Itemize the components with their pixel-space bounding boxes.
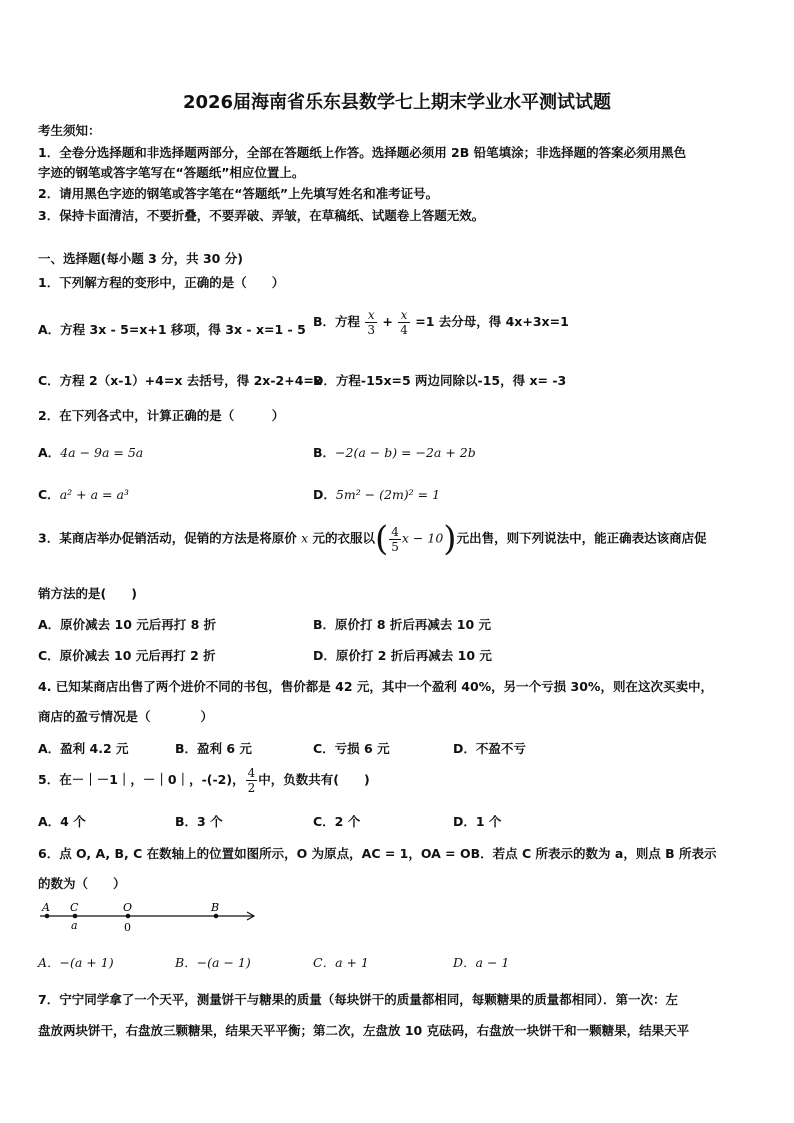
q2-option-d: D．5m² − (2m)² = 1 <box>313 487 441 502</box>
q5-option-c: C．2 个 <box>313 814 361 829</box>
question-5-stem: 5．在－｜－1｜，－｜0｜，-(-2)， $\frac{4}{2}$ 中，负数共有( ) <box>38 766 370 795</box>
point-a-dot <box>45 914 50 919</box>
q2-option-a: A．4a − 9a = 5a <box>38 445 144 460</box>
notice-heading: 考生须知： <box>38 123 101 138</box>
q1-option-d: D．方程-15x=5 两边同除以-15，得 x= -3 <box>313 373 567 388</box>
q2-option-c: C．a² + a = a³ <box>38 487 129 502</box>
fraction: $\frac{4}{5}$ <box>391 524 399 554</box>
q2-option-b: B．−2(a − b) = −2a + 2b <box>313 445 476 460</box>
q1-option-a: A．方程 3x - 5=x+1 移项，得 3x - x=1 - 5 <box>38 322 306 337</box>
label-o-value: 0 <box>124 921 131 934</box>
question-6-stem-line2: 的数为（ ） <box>38 876 126 891</box>
question-7-stem-line2: 盘放两块饼干，右盘放三颗糖果，结果天平平衡；第二次，左盘放 10 克砝码，右盘放一块饼干和一颗糖果，结果天平 <box>38 1023 690 1038</box>
q6-option-d: D．a − 1 <box>453 955 510 970</box>
q5-option-d: D．1 个 <box>453 814 502 829</box>
number-line-diagram <box>38 898 268 938</box>
question-4-stem: 4. 已知某商店出售了两个进价不同的书包，售价都是 42 元，其中一个盈利 40%，另一个亏损 30%，则在这次买卖中， <box>38 679 713 694</box>
question-1-stem: 1．下列解方程的变形中，正确的是（ ） <box>38 275 285 290</box>
label-b: B <box>211 901 220 914</box>
label-o: O <box>123 901 133 914</box>
question-2-stem: 2．在下列各式中，计算正确的是（ ） <box>38 408 285 423</box>
notice-item: 2．请用黑色字迹的钢笔或答字笔在“答题纸”上先填写姓名和准考证号。 <box>38 186 439 201</box>
section-heading: 一、选择题(每小题 3 分，共 30 分) <box>38 251 243 266</box>
question-7-stem: 7．宁宁同学拿了一个天平，测量饼干与糖果的质量（每块饼干的质量都相同，每颗糖果的质量都相同）．第一次：左 <box>38 992 678 1007</box>
question-3-stem: 3．某商店举办促销活动，促销的方法是将原价 x 元的衣服以( $\frac{4}{5}$ x − 10)元出售，则下列说法中，能正确表达该商店促 <box>38 519 707 559</box>
q4-option-a: A．盈利 4.2 元 <box>38 741 129 756</box>
question-3-stem-line2: 销方法的是( ) <box>38 586 137 601</box>
q4-option-b: B．盈利 6 元 <box>175 741 252 756</box>
q1-option-b: B．方程 $\frac{x}{3}$ + $\frac{x}{4}$ =1 去分母，得 4x+3x=1 <box>313 308 569 337</box>
label-a: A <box>42 901 50 914</box>
q6-option-a: A．−(a + 1) <box>38 955 114 970</box>
question-6-stem: 6．点 O, A, B, C 在数轴上的位置如图所示，O 为原点，AC = 1，OA = OB．若点 C 所表示的数为 a，则点 B 所表示 <box>38 846 717 861</box>
q3-option-d: D．原价打 2 折后再减去 10 元 <box>313 648 492 663</box>
q1-option-c: C．方程 2（x-1）+4=x 去括号，得 2x-2+4=x <box>38 373 322 388</box>
point-b-dot <box>214 914 219 919</box>
notice-item: 3．保持卡面清洁，不要折叠，不要弄破、弄皱，在草稿纸、试题卷上答题无效。 <box>38 208 485 223</box>
notice-item: 1．全卷分选择题和非选择题两部分，全部在答题纸上作答。选择题必须用 2B 铅笔填涂；非选择题的答案必须用黑色 <box>38 145 687 160</box>
q1-option-b-label: B．方程 <box>313 314 361 329</box>
fraction: $\frac{4}{2}$ <box>247 766 256 795</box>
fraction: $\frac{x}{3}$ <box>367 308 376 337</box>
q5-option-a: A．4 个 <box>38 814 86 829</box>
point-o-dot <box>126 914 131 919</box>
q3-option-a: A．原价减去 10 元后再打 8 折 <box>38 617 217 632</box>
label-c-value: a <box>71 919 78 932</box>
fraction: $\frac{x}{4}$ <box>400 308 408 337</box>
notice-item: 字迹的钢笔或答字笔写在“答题纸”相应位置上。 <box>38 165 305 180</box>
q4-option-c: C．亏损 6 元 <box>313 741 390 756</box>
q3-option-c: C．原价减去 10 元后再打 2 折 <box>38 648 216 663</box>
q6-option-b: B．−(a − 1) <box>175 955 251 970</box>
q6-option-c: C．a + 1 <box>313 955 369 970</box>
page-title: 2026届海南省乐东县数学七上期末学业水平测试试题 <box>182 92 612 113</box>
q4-option-d: D．不盈不亏 <box>453 741 526 756</box>
q5-option-b: B．3 个 <box>175 814 223 829</box>
point-c-dot <box>73 914 78 919</box>
q3-option-b: B．原价打 8 折后再减去 10 元 <box>313 617 492 632</box>
label-c: C <box>70 901 79 914</box>
question-4-stem-line2: 商店的盈亏情况是（ ） <box>38 709 214 724</box>
